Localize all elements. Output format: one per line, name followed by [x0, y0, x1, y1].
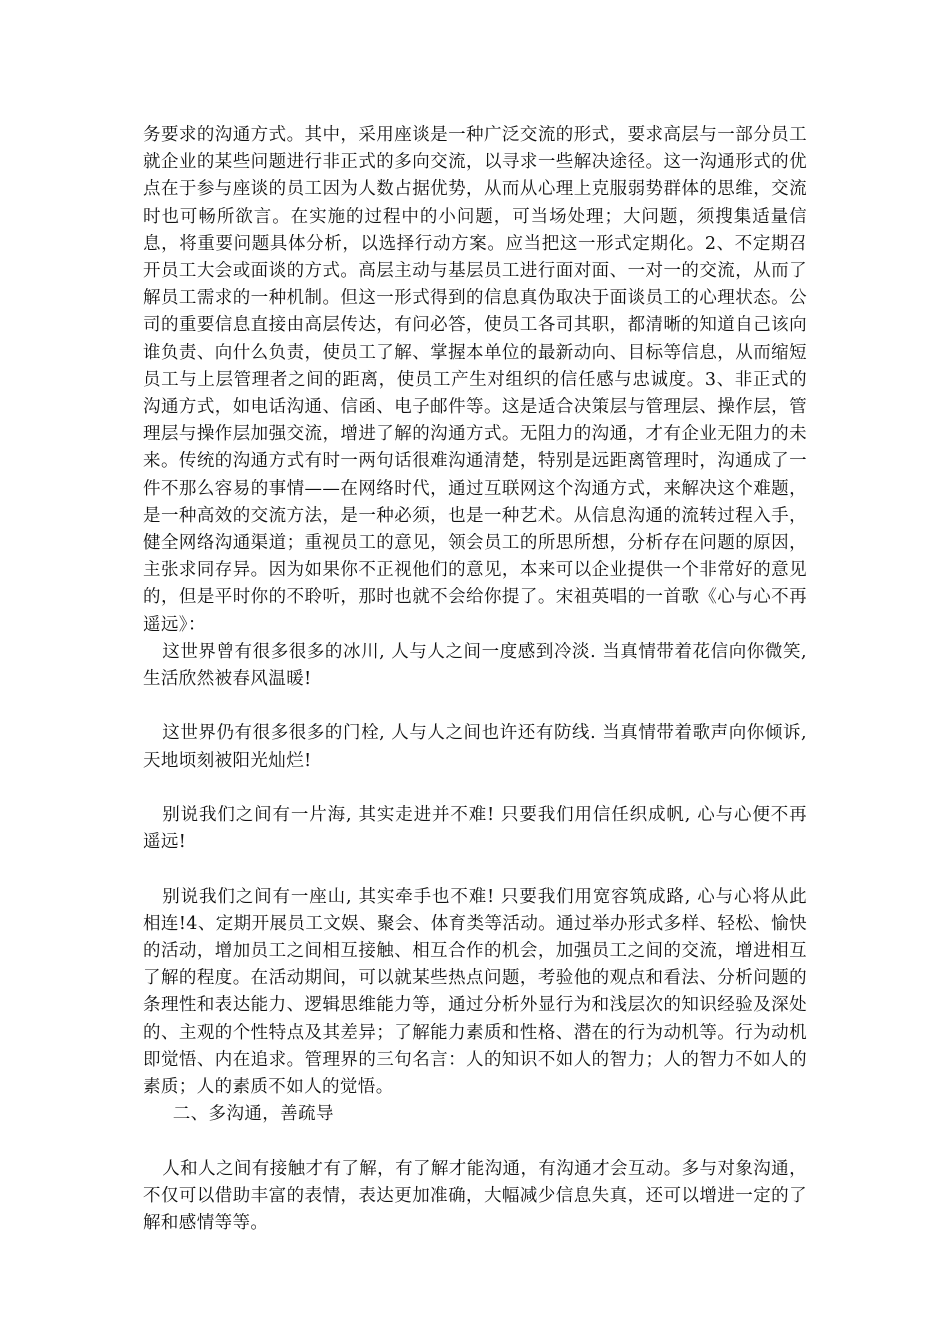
lyric-chorus-1: 别说我们之间有一片海, 其实走进并不难! 只要我们用信任织成帆, 心与心便不再遥远! [143, 805, 807, 853]
lyric-verse-2: 这世界仍有很多很多的门栓, 人与人之间也许还有防线. 当真情带着歌声向你倾诉, 天地顷刻被阳光灿烂! [143, 723, 807, 771]
paragraph-spacer [143, 693, 807, 720]
paragraph-spacer [143, 856, 807, 883]
document-page [143, 122, 807, 1237]
body-paragraph-2: 别说我们之间有一座山, 其实牵手也不难! 只要我们用宽容筑成路, 心与心将从此相连!4、定期开展员工文娱、聚会、体育类等活动。通过举办形式多样、轻松、愉快的活动，增加员工之间相互接触、相互合作的机会，加强员工之间的交流，增进相互了解的程度。在活动期间，可以就某些热点问题，考验他的观点和看法、分析问题的条理性和表达能力、逻辑思维能力等，通过分析外显行为和浅层次的知识经验及深处的、主观的个性特点及其差异；了解能力素质和性格、潜在的行为动机等。行为动机即觉悟、内在追求。管理界的三句名言：人的知识不如人的智力；人的智力不如人的素质；人的素质不如人的觉悟。 [143, 886, 807, 1098]
lyric-verse-1: 这世界曾有很多很多的冰川, 人与人之间一度感到冷淡. 当真情带着花信向你微笑, 生活欣然被春风温暖! [143, 641, 807, 690]
paragraph-spacer [143, 775, 807, 802]
section-heading: 二、多沟通，善疏导 [172, 1104, 334, 1125]
paragraph-spacer [143, 1128, 807, 1155]
body-paragraph-3: 人和人之间有接触才有了解，有了解才能沟通，有沟通才会互动。多与对象沟通，不仅可以借助丰富的表情，表达更加准确，大幅减少信息失真，还可以增进一定的了解和感情等等。 [143, 1158, 807, 1234]
body-paragraph-1: 务要求的沟通方式。其中，采用座谈是一种广泛交流的形式，要求高层与一部分员工就企业的某些问题进行非正式的多向交流，以寻求一些解决途径。这一沟通形式的优点在于参与座谈的员工因为人数占据优势，从而从心理上克服弱势群体的思维，交流时也可畅所欲言。在实施的过程中的小问题，可当场处理；大问题，须搜集适量信息，将重要问题具体分析，以选择行动方案。应当把这一形式定期化。2、不定期召开员工大会或面谈的方式。高层主动与基层员工进行面对面、一对一的交流，从而了解员工需求的一种机制。但这一形式得到的信息真伪取决于面谈员工的心理状态。公司的重要信息直接由高层传达，有问必答，使员工各司其职，都清晰的知道自己该向谁负责、向什么负责，使员工了解、掌握本单位的最新动向、目标等信息，从而缩短员工与上层管理者之间的距离，使员工产生对组织的信任感与忠诚度。3、非正式的沟通方式，如电话沟通、信函、电子邮件等。这是适合决策层与管理层、操作层，管理层与操作层加强交流，增进了解的沟通方式。无阻力的沟通，才有企业无阻力的未来。传统的沟通方式有时一两句话很难沟通清楚，特别是远距离管理时，沟通成了一件不那么容易的事情——在网络时代，通过互联网这个沟通方式，来解决这个难题，是一种高效的交流方法，是一种必须，也是一种艺术。从信息沟通的流转过程入手，健全网络沟通渠道；重视员工的意见，领会员工的所思所想，分析存在问题的原因，主张求同存异。因为如果你不正视他们的意见，本来可以企业提供一个非常好的意见的，但是平时你的不聆听，那时也就不会给你提了。宋祖英唱的一首歌《心与心不再遥远》： [143, 125, 807, 635]
